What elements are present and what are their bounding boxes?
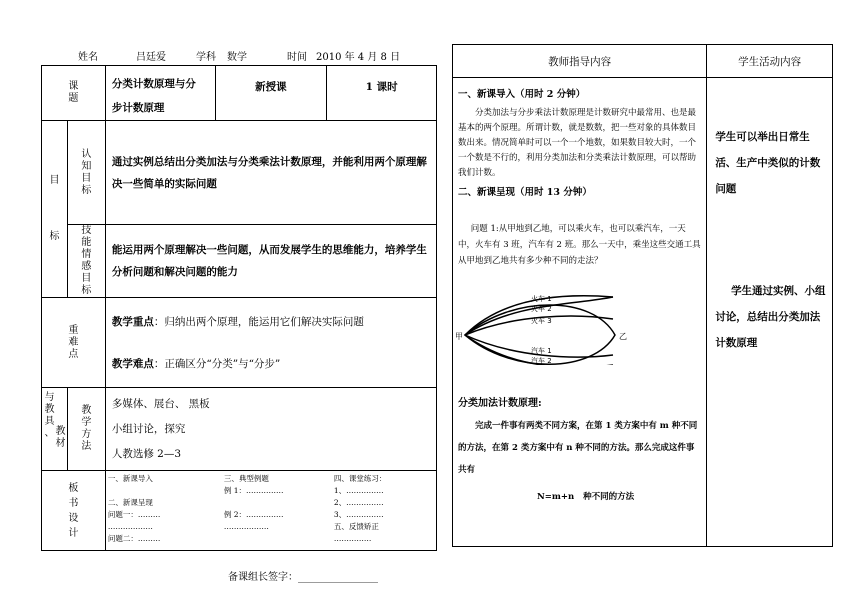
teacher-col-header: 教师指导内容	[453, 45, 707, 78]
board-item	[108, 485, 218, 497]
student-activity-2: 学生通过实例、小组讨论，总结出分类加法计数原理	[715, 285, 826, 349]
lesson-type-cell	[215, 66, 327, 121]
hours: 1 课时	[365, 81, 398, 93]
board-item: 2、……………	[333, 498, 384, 507]
board-item: ……………	[333, 534, 372, 543]
tools-cell	[105, 388, 436, 471]
method-label: 教 学 方 法	[81, 405, 92, 452]
keypoint-label-cell	[42, 298, 106, 388]
hours-cell	[327, 66, 437, 121]
route-diagram	[453, 285, 708, 365]
route-label: 火车 1	[531, 295, 552, 303]
tools-label-2: 教 材	[55, 426, 66, 449]
board-item: 例 2：……………	[223, 510, 284, 519]
route-label: 火车 3	[531, 317, 552, 325]
board-item: 二、新课呈现	[107, 498, 153, 507]
signature-line: 备课组长签字：________________	[228, 572, 378, 583]
board-item: 三、典型例题	[223, 474, 269, 483]
teaching-content-table	[452, 44, 833, 547]
route-label: 火车 2	[531, 305, 552, 313]
section2-title: 二、新课呈现（用时 13 分钟）	[458, 187, 592, 198]
lesson-plan-table	[41, 65, 437, 551]
difficulty-title: 教学难点	[111, 357, 154, 370]
board-col-1	[108, 473, 218, 545]
board-item: 四、课堂练习：	[333, 474, 387, 483]
goal-outer-char-1: 目	[49, 175, 60, 186]
tools-line-2: 小组讨论，探究	[111, 422, 186, 435]
student-col-header: 学生活动内容	[707, 45, 833, 78]
tools-line-1: 多媒体、展台、 黑板	[111, 397, 210, 410]
subject-label: 学科	[196, 52, 216, 63]
student-activity-1: 学生可以举出日常生活、生产中类似的计数问题	[715, 131, 821, 195]
tools-label-cell	[42, 388, 68, 471]
route-label: 汽车 2	[531, 357, 552, 365]
goal-outer-char-2: 标	[49, 231, 60, 242]
cognitive-label-cell	[67, 121, 105, 225]
board-col-2	[224, 473, 324, 533]
board-item: 3、……………	[333, 510, 384, 519]
principle-formula: N=m+n 种不同的方法	[537, 492, 635, 502]
section1-title: 一、新课导入（用时 2 分钟）	[458, 89, 586, 100]
board-item: ………………	[107, 522, 153, 531]
time-value: 2010 年 4 月 8 日	[316, 52, 401, 63]
board-item	[224, 497, 324, 509]
board-cell	[105, 471, 436, 551]
key-point-title: 教学重点	[111, 315, 154, 328]
principle-title: 分类加法计数原理:	[458, 398, 542, 409]
cognitive-cell	[105, 121, 436, 225]
subject-value: 数学	[227, 52, 247, 63]
topic-line-2: 步计数原理	[111, 102, 165, 114]
keypoint-cell	[105, 298, 436, 388]
board-col-3	[334, 473, 434, 545]
skill-label: 技 能 情 感 目 标	[81, 225, 92, 296]
board-item: 五、反馈矫正	[333, 522, 379, 531]
topic-cell	[105, 66, 215, 121]
skill-cell	[105, 225, 436, 298]
section1-text: 分类加法与分步乘法计数原理是计数研究中最常用、也是最基本的两个原理。所谓计数，就是数数，把一些对象的具体数目数出来。情况简单时可以一个一个地数，如果数目较大时，一个一个数是不行的，利用分类加法和分类乘法计数原理，可以帮助我们计数。	[458, 108, 697, 178]
route-label: 汽车 1	[531, 347, 552, 355]
student-content-cell	[707, 78, 833, 547]
difficulty-text: ：正确区分“分类”与“分步”	[153, 357, 281, 370]
tools-line-3: 人教选修 2—3	[111, 447, 182, 460]
skill-label-cell	[67, 225, 105, 298]
name-label: 姓名	[78, 52, 98, 63]
method-label-cell	[67, 388, 105, 471]
principle-text: 完成一件事有两类不同方案，在第 1 类方案中有 m 种不同的方法，在第 2 类方案中有 n 种不同的方法。那么完成这件事共有	[458, 421, 698, 475]
topic-label-cell	[42, 66, 106, 121]
board-item: 一、新课导入	[107, 474, 153, 483]
key-point-text: ：归纳出两个原理，能运用它们解决实际问题	[153, 315, 364, 328]
skill-text: 能运用两个原理解决一些问题，从而发展学生的思维能力，培养学生分析问题和解决问题的能力	[111, 244, 427, 278]
name-value: 吕廷爱	[136, 52, 166, 63]
goal-outer-cell	[42, 121, 68, 298]
cognitive-label: 认 知 目 标	[81, 148, 92, 196]
board-item: 问题二：………	[107, 534, 161, 543]
board-item: ………………	[223, 522, 269, 531]
diagram-start-label: 甲	[455, 332, 463, 341]
cognitive-text: 通过实例总结出分类加法与分类乘法计数原理，并能利用两个原理解决一些简单的实际问题	[111, 155, 427, 190]
board-label: 板 书 设 计	[68, 482, 79, 539]
teacher-content-cell	[453, 78, 707, 547]
keypoint-label: 重 难 点	[68, 324, 79, 360]
topic-line-1: 分类计数原理与分	[111, 78, 196, 90]
lesson-type: 新授课	[255, 81, 287, 93]
board-item: 问题一：………	[107, 510, 161, 519]
topic-label: 课 题	[68, 81, 79, 104]
diagram-end-label: 乙	[619, 332, 627, 341]
tools-label-1: 与 教 具 、	[44, 392, 55, 439]
board-item: 1、……………	[333, 486, 384, 495]
board-label-cell	[42, 471, 106, 551]
problem-text: 问题 1:从甲地到乙地，可以乘火车，也可以乘汽车，一天中，火车有 3 班，汽车有 2 班。那么一天中，乘坐这些交通工具从甲地到乙地共有多少种不同的走法？	[458, 224, 701, 266]
board-item: 例 1：……………	[223, 486, 284, 495]
time-label: 时间	[287, 52, 307, 63]
